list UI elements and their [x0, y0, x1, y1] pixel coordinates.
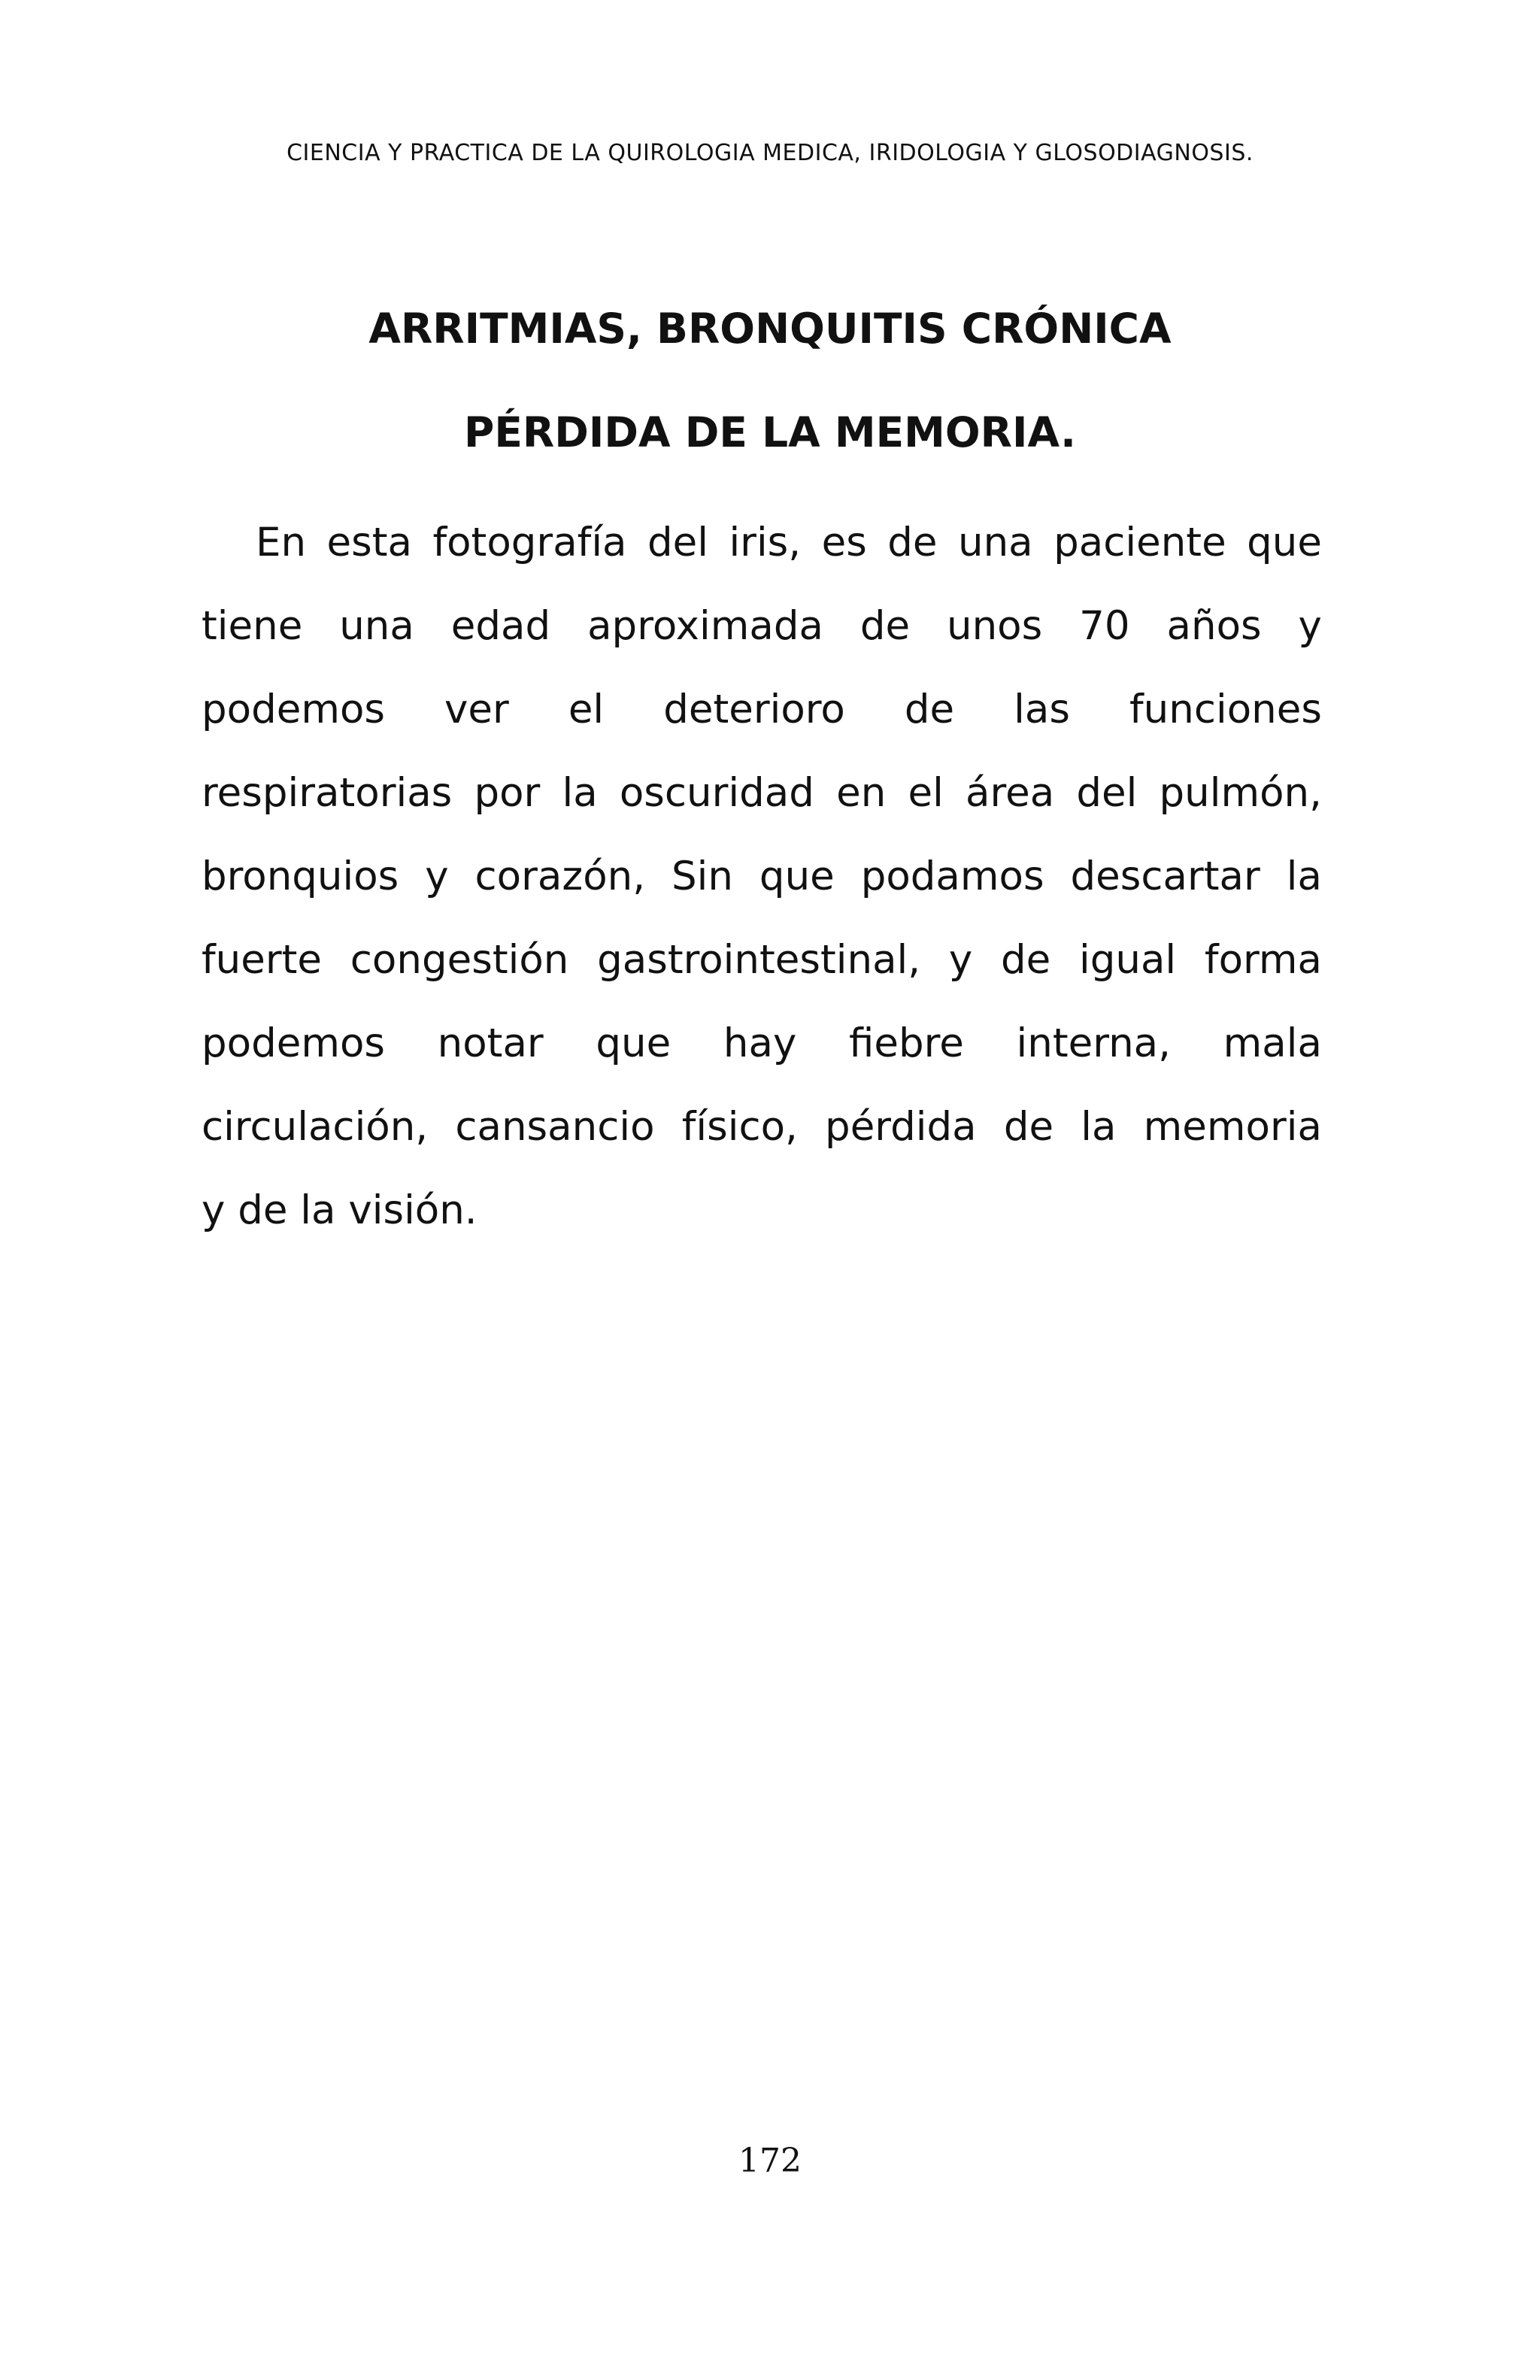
word: las [1014, 687, 1070, 732]
paragraph-line [202, 918, 1322, 1002]
section-title-line-2: PÉRDIDA DE LA MEMORIA. [464, 408, 1076, 456]
word: área [966, 770, 1055, 816]
word: la [562, 770, 598, 816]
word: la [1286, 853, 1322, 899]
section-title-line-1: ARRITMIAS, BRONQUITIS CRÓNICA [368, 305, 1172, 353]
word: fuerte [202, 937, 323, 983]
word: paciente [1053, 520, 1226, 565]
word: del [1076, 770, 1138, 816]
word: descartar [1070, 853, 1260, 899]
body-paragraph [202, 501, 1322, 1252]
word: oscuridad [619, 770, 814, 816]
word: edad [450, 603, 551, 649]
word: respiratorias [202, 770, 453, 816]
word: es [821, 520, 867, 565]
word: iris, [729, 520, 802, 565]
word: de [904, 687, 955, 732]
word: unos [947, 603, 1043, 649]
word: que [759, 853, 835, 899]
page-number: 172 [738, 2142, 802, 2180]
word: años [1166, 603, 1262, 649]
word: ver [444, 687, 509, 732]
paragraph-line: y de la visión. [202, 1187, 477, 1233]
word: cansancio [455, 1104, 655, 1150]
word: del [647, 520, 708, 565]
word: una [957, 520, 1033, 565]
word: fotografía [432, 520, 627, 565]
word: bronquios [202, 853, 399, 899]
paragraph-line [202, 751, 1322, 835]
word: corazón, [474, 853, 646, 899]
word: 70 [1079, 603, 1130, 649]
paragraph-line [202, 1085, 1322, 1169]
word: una [339, 603, 414, 649]
paragraph-line [202, 835, 1322, 918]
word: por [474, 770, 541, 816]
word: de [859, 603, 911, 649]
paragraph-line [202, 1002, 1322, 1085]
word: de [887, 520, 938, 565]
word: notar [437, 1020, 544, 1066]
word: que [1247, 520, 1322, 565]
word: podemos [202, 687, 385, 732]
word: Sin [671, 853, 733, 899]
word: gastrointestinal, [597, 937, 921, 983]
word: de [1001, 937, 1051, 983]
word: que [596, 1020, 671, 1066]
word: tiene [202, 603, 303, 649]
word: forma [1204, 937, 1322, 983]
running-header: CIENCIA Y PRACTICA DE LA QUIROLOGIA MEDICA, IRIDOLOGIA Y GLOSODIAGNOSIS. [286, 140, 1254, 166]
paragraph-line [202, 668, 1322, 751]
word: y [948, 937, 973, 983]
word: pérdida [825, 1104, 977, 1150]
word: esta [326, 520, 413, 565]
paragraph-line [202, 501, 1322, 584]
word: deterioro [663, 687, 845, 732]
word: el [568, 687, 605, 732]
paragraph-line [202, 584, 1322, 668]
word: podamos [860, 853, 1044, 899]
word: en [836, 770, 887, 816]
word: fiebre [848, 1020, 964, 1066]
word: y [1298, 603, 1322, 649]
word: físico, [681, 1104, 798, 1150]
word: y [425, 853, 449, 899]
word: mala [1223, 1020, 1322, 1066]
word: hay [723, 1020, 797, 1066]
word: la [1081, 1104, 1117, 1150]
word: memoria [1143, 1104, 1322, 1150]
word: En [256, 520, 307, 565]
word: pulmón, [1159, 770, 1322, 816]
word: funciones [1129, 687, 1322, 732]
word: podemos [202, 1020, 385, 1066]
word: aproximada [587, 603, 823, 649]
word: de [1003, 1104, 1054, 1150]
word: igual [1079, 937, 1177, 983]
word: el [908, 770, 944, 816]
word: congestión [350, 937, 569, 983]
word: interna, [1016, 1020, 1171, 1066]
word: circulación, [202, 1104, 429, 1150]
